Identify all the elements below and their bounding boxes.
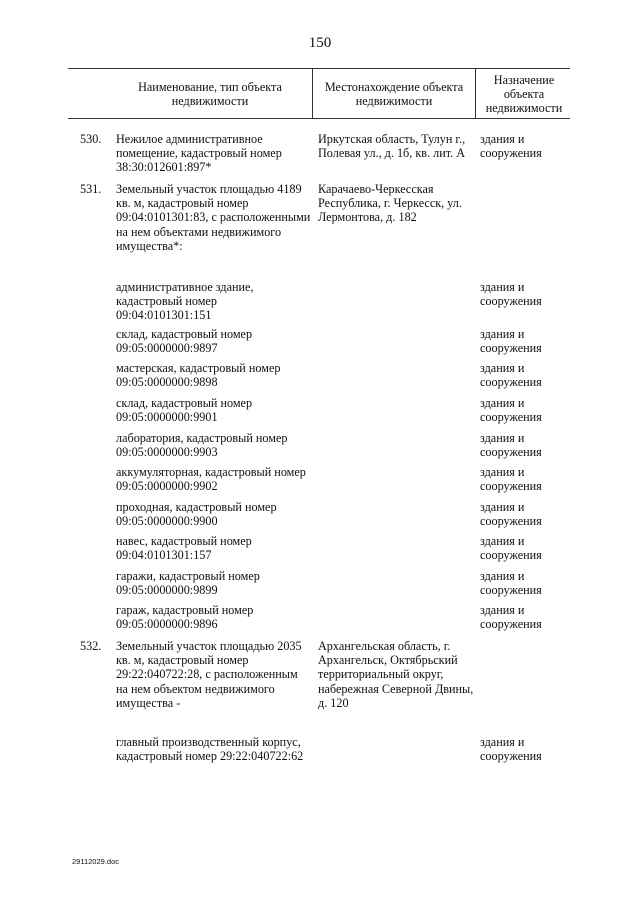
object-name: лаборатория, кадастровый номер 09:05:0000000:9903 [116, 431, 288, 460]
header-name: Наименование, тип объекта недвижимости [138, 80, 282, 109]
object-location: Архангельская область, г. Архангельск, Октябрьский территориальный округ, набережная Северной Двины, д. 120 [318, 639, 474, 710]
object-purpose: здания и сооружения [480, 396, 542, 425]
object-name: проходная, кадастровый номер 09:05:0000000:9900 [116, 500, 277, 529]
object-name: гаражи, кадастровый номер 09:05:0000000:9899 [116, 569, 260, 598]
object-name: главный производственный корпус, кадастровый номер 29:22:040722:62 [116, 735, 304, 764]
object-purpose: здания и сооружения [480, 431, 542, 460]
object-purpose: здания и сооружения [480, 361, 542, 390]
object-location: Иркутская область, Тулун г., Полевая ул., д. 1б, кв. лит. А [318, 132, 466, 161]
table-header-bottom-rule [68, 118, 570, 119]
column-divider [312, 68, 313, 118]
table-header-top-rule [68, 68, 570, 69]
object-purpose: здания и сооружения [480, 500, 542, 529]
object-name: Земельный участок площадью 2035 кв. м, кадастровый номер 29:22:040722:28, с расположенным на нем объектом недвижимого имущества - [116, 639, 302, 710]
object-name: навес, кадастровый номер 09:04:0101301:157 [116, 534, 252, 563]
object-purpose: здания и сооружения [480, 569, 542, 598]
object-purpose: здания и сооружения [480, 465, 542, 494]
row-number: 530. [80, 132, 102, 146]
object-name: административное здание, кадастровый номер 09:04:0101301:151 [116, 280, 254, 323]
object-name: склад, кадастровый номер 09:05:0000000:9897 [116, 327, 253, 356]
object-name: склад, кадастровый номер 09:05:0000000:9901 [116, 396, 253, 425]
object-name: Земельный участок площадью 4189 кв. м, кадастровый номер 09:04:0101301:83, с расположенными на нем объектами недвижимого имущества*: [116, 182, 311, 253]
object-purpose: здания и сооружения [480, 132, 542, 161]
object-purpose: здания и сооружения [480, 735, 542, 764]
object-purpose: здания и сооружения [480, 534, 542, 563]
object-location: Карачаево-Черкесская Республика, г. Черкесск, ул. Лермонтова, д. 182 [318, 182, 462, 225]
object-name: мастерская, кадастровый номер 09:05:0000000:9898 [116, 361, 281, 390]
object-purpose: здания и сооружения [480, 327, 542, 356]
row-number: 532. [80, 639, 102, 653]
object-name: аккумуляторная, кадастровый номер 09:05:0000000:9902 [116, 465, 306, 494]
header-purpose: Назначение объекта недвижимости [485, 73, 563, 116]
column-divider [475, 68, 476, 118]
row-number: 531. [80, 182, 102, 196]
header-location: Местонахождение объекта недвижимости [324, 80, 464, 109]
document-filename: 29112029.doc [72, 857, 119, 866]
object-name: гараж, кадастровый номер 09:05:0000000:9896 [116, 603, 254, 632]
page-number: 150 [308, 35, 332, 51]
object-purpose: здания и сооружения [480, 603, 542, 632]
object-name: Нежилое административное помещение, кадастровый номер 38:30:012601:897* [116, 132, 282, 175]
object-purpose: здания и сооружения [480, 280, 542, 309]
